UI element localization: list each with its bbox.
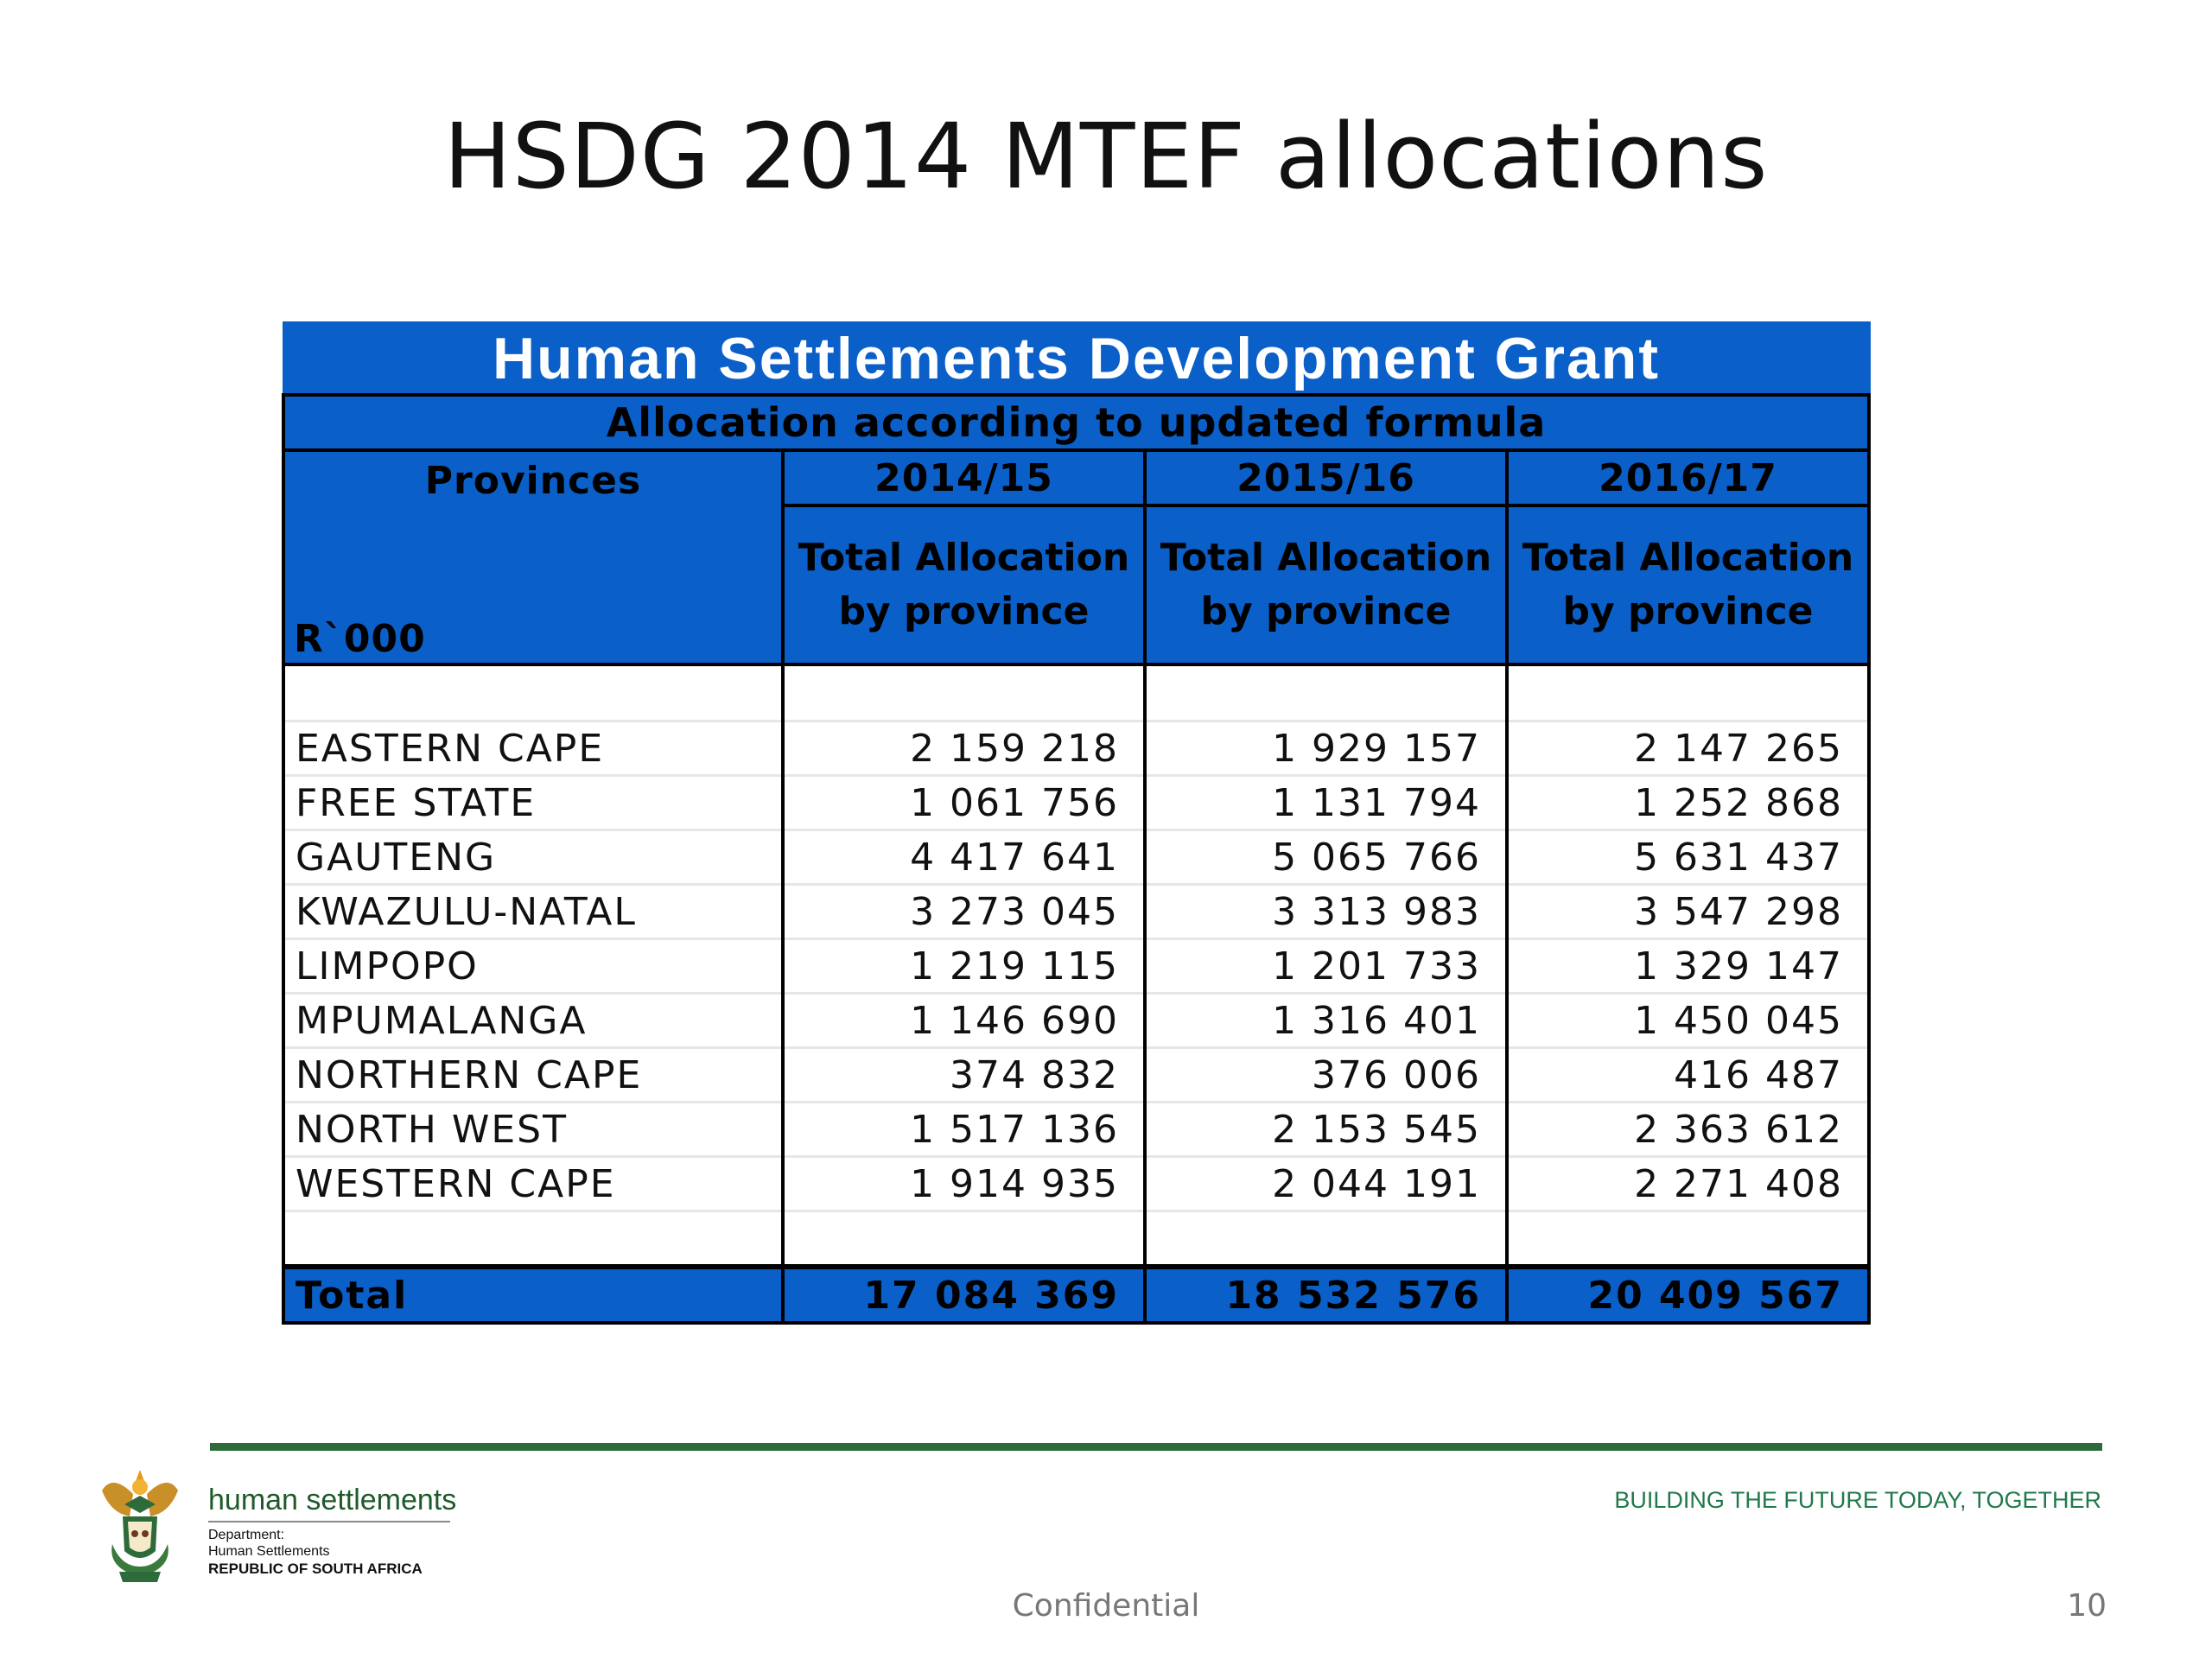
allocation-value: 1 219 115 [783, 939, 1145, 994]
allocation-value: 5 631 437 [1507, 830, 1869, 885]
spacer-row [283, 664, 1869, 721]
year-subheader [783, 505, 1145, 664]
year-subheader-line1: Total Allocation [798, 536, 1130, 580]
allocation-value: 5 065 766 [1145, 830, 1507, 885]
allocation-value: 1 201 733 [1145, 939, 1507, 994]
department-line2: Human Settlements [208, 1544, 330, 1559]
province-name: GAUTENG [283, 830, 783, 885]
provinces-header-cell [283, 450, 783, 664]
allocation-value: 376 006 [1145, 1048, 1507, 1103]
table-body [283, 721, 1869, 1211]
allocation-value: 1 316 401 [1145, 994, 1507, 1048]
confidential-label: Confidential [1012, 1588, 1200, 1624]
table-row [283, 776, 1869, 830]
year-subheader-line2: by province [1200, 589, 1452, 633]
allocation-value: 1 450 045 [1507, 994, 1869, 1048]
allocation-value: 416 487 [1507, 1048, 1869, 1103]
department-line1: Department: [208, 1528, 285, 1542]
allocation-value: 1 252 868 [1507, 776, 1869, 830]
table-row [283, 1048, 1869, 1103]
allocation-value: 3 313 983 [1145, 885, 1507, 939]
table-row [283, 830, 1869, 885]
allocation-value: 1 146 690 [783, 994, 1145, 1048]
coat-of-arms-icon [95, 1465, 185, 1587]
province-name: WESTERN CAPE [283, 1157, 783, 1211]
department-line3: REPUBLIC OF SOUTH AFRICA [208, 1560, 423, 1577]
year-subheader-line2: by province [838, 589, 1090, 633]
allocation-value: 1 929 157 [1145, 721, 1507, 776]
year-subheader-line1: Total Allocation [1522, 536, 1854, 580]
allocation-value: 1 517 136 [783, 1103, 1145, 1157]
allocation-table [282, 321, 1871, 1325]
allocation-value: 4 417 641 [783, 830, 1145, 885]
allocation-value: 2 044 191 [1145, 1157, 1507, 1211]
table-row [283, 1103, 1869, 1157]
allocation-value: 2 363 612 [1507, 1103, 1869, 1157]
year-header: 2016/17 [1507, 450, 1869, 505]
allocation-value: 1 061 756 [783, 776, 1145, 830]
province-name: LIMPOPO [283, 939, 783, 994]
allocation-value: 374 832 [783, 1048, 1145, 1103]
unit-label: R`000 [294, 617, 426, 661]
table-banner: Human Settlements Development Grant [283, 323, 1869, 396]
province-name: EASTERN CAPE [283, 721, 783, 776]
allocation-value: 3 547 298 [1507, 885, 1869, 939]
total-row [283, 1267, 1869, 1323]
allocation-value: 1 914 935 [783, 1157, 1145, 1211]
province-name: NORTH WEST [283, 1103, 783, 1157]
province-name: MPUMALANGA [283, 994, 783, 1048]
table-row [283, 939, 1869, 994]
year-subheader-line2: by province [1562, 589, 1814, 633]
page-number: 10 [2067, 1588, 2107, 1624]
footer-divider [210, 1443, 2102, 1451]
table-row [283, 885, 1869, 939]
slide-title: HSDG 2014 MTEF allocations [443, 104, 1769, 209]
allocation-value: 2 271 408 [1507, 1157, 1869, 1211]
total-value: 20 409 567 [1507, 1267, 1869, 1323]
tagline: BUILDING THE FUTURE TODAY, TOGETHER [1614, 1487, 2101, 1513]
department-divider [208, 1521, 450, 1522]
table-row [283, 721, 1869, 776]
total-value: 17 084 369 [783, 1267, 1145, 1323]
year-subheader-line1: Total Allocation [1160, 536, 1492, 580]
year-subheader [1507, 505, 1869, 664]
year-header: 2014/15 [783, 450, 1145, 505]
year-header: 2015/16 [1145, 450, 1507, 505]
provinces-header: Provinces [424, 459, 642, 503]
department-name: human settlements [208, 1484, 457, 1516]
total-label: Total [283, 1267, 783, 1323]
province-name: NORTHERN CAPE [283, 1048, 783, 1103]
allocation-value: 1 329 147 [1507, 939, 1869, 994]
allocation-value: 2 147 265 [1507, 721, 1869, 776]
province-name: FREE STATE [283, 776, 783, 830]
table-row [283, 994, 1869, 1048]
allocation-value: 3 273 045 [783, 885, 1145, 939]
spacer-row [283, 1211, 1869, 1268]
table-row [283, 1157, 1869, 1211]
year-subheader [1145, 505, 1507, 664]
province-name: KWAZULU-NATAL [283, 885, 783, 939]
total-value: 18 532 576 [1145, 1267, 1507, 1323]
table-subbanner: Allocation according to updated formula [283, 395, 1869, 450]
allocation-value: 2 153 545 [1145, 1103, 1507, 1157]
allocation-value: 1 131 794 [1145, 776, 1507, 830]
allocation-value: 2 159 218 [783, 721, 1145, 776]
